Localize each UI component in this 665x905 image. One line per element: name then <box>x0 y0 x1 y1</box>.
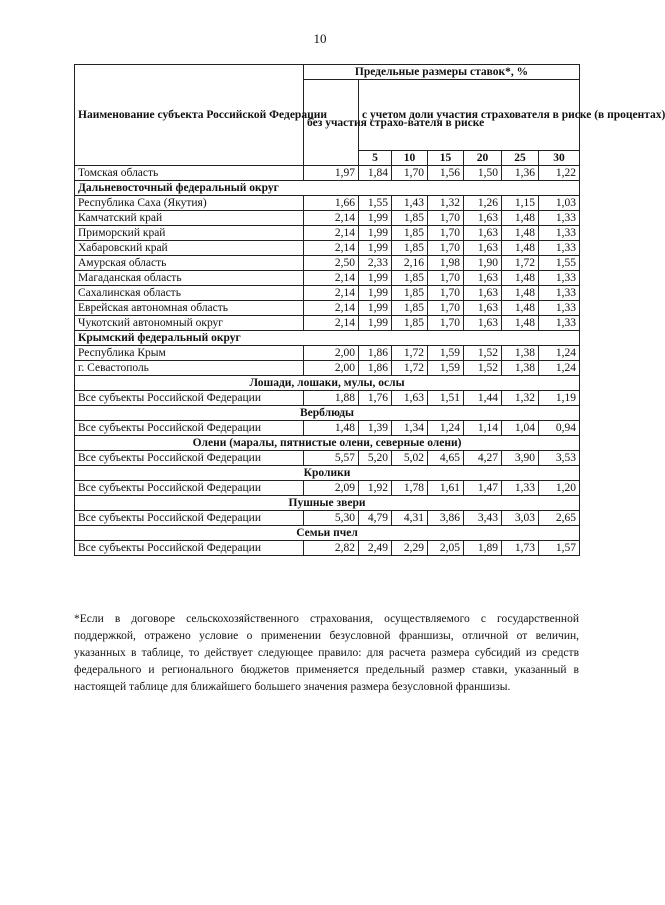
row-name-cell: Еврейская автономная область <box>75 301 304 316</box>
row-value-cell: 1,78 <box>392 481 428 496</box>
row-value-cell: 1,92 <box>359 481 392 496</box>
section-heading-row <box>75 466 580 481</box>
row-value-cell: 2,14 <box>304 211 359 226</box>
row-value-cell: 1,34 <box>392 421 428 436</box>
row-value-cell: 1,98 <box>428 256 464 271</box>
table-row <box>75 211 580 226</box>
row-value-cell: 1,48 <box>502 241 539 256</box>
page-number: 10 <box>313 31 327 46</box>
header-share-column: с учетом доли участия страхователя в риске (в процентах) <box>359 80 580 151</box>
row-value-cell: 1,22 <box>539 166 580 181</box>
row-value-cell: 1,15 <box>502 196 539 211</box>
row-value-cell: 3,53 <box>539 451 580 466</box>
row-value-cell: 1,48 <box>502 211 539 226</box>
row-value-cell: 1,38 <box>502 346 539 361</box>
row-value-cell: 2,29 <box>392 541 428 556</box>
row-value-cell: 5,57 <box>304 451 359 466</box>
table-row <box>75 346 580 361</box>
row-value-cell: 1,76 <box>359 391 392 406</box>
row-value-cell: 2,14 <box>304 226 359 241</box>
table-row <box>75 241 580 256</box>
row-name-cell: Все субъекты Российской Федерации <box>75 451 304 466</box>
rates-table <box>74 64 665 556</box>
row-value-cell: 1,51 <box>428 391 464 406</box>
row-name-cell: Республика Крым <box>75 346 304 361</box>
row-value-cell: 1,04 <box>502 421 539 436</box>
table-row <box>75 391 580 406</box>
region-heading-row <box>75 331 580 346</box>
header-percent-cell: 20 <box>464 151 502 166</box>
row-value-cell: 3,43 <box>464 511 502 526</box>
row-value-cell: 2,00 <box>304 346 359 361</box>
table-row <box>75 316 580 331</box>
row-value-cell: 1,99 <box>359 286 392 301</box>
row-name-cell: Приморский край <box>75 226 304 241</box>
row-value-cell: 1,44 <box>464 391 502 406</box>
row-value-cell: 2,05 <box>428 541 464 556</box>
region-heading-row <box>75 181 580 196</box>
row-value-cell: 0,94 <box>539 421 580 436</box>
row-value-cell: 1,33 <box>539 226 580 241</box>
section-heading: Верблюды <box>75 406 580 421</box>
row-value-cell: 1,66 <box>304 196 359 211</box>
header-percent-cell: 10 <box>392 151 428 166</box>
header-percent-cell: 30 <box>539 151 580 166</box>
row-value-cell: 2,14 <box>304 271 359 286</box>
row-value-cell: 5,20 <box>359 451 392 466</box>
row-value-cell: 1,33 <box>539 301 580 316</box>
row-name-cell: Амурская область <box>75 256 304 271</box>
section-heading-row <box>75 406 580 421</box>
section-heading-row <box>75 376 580 391</box>
header-rates-group: Предельные размеры ставок*, % <box>304 65 580 80</box>
row-value-cell: 1,55 <box>539 256 580 271</box>
row-value-cell: 1,90 <box>464 256 502 271</box>
row-value-cell: 1,86 <box>359 361 392 376</box>
footnote: *Если в договоре сельскохозяйственного страхования, осуществляемого с государственной поддержкой, отражено условие о применении безусловной франшизы, отличной от величин, указанных в таблице, то действует следующее правило: для расчета размера субсидий из средств федерального и регионального бюджетов применяется предельный размер ставки, указанный в настоящей таблице для ближайшего большего значения размера безусловной франшизы. <box>74 613 579 693</box>
row-value-cell: 1,33 <box>539 211 580 226</box>
row-value-cell: 1,70 <box>428 271 464 286</box>
row-value-cell: 1,70 <box>428 241 464 256</box>
row-value-cell: 1,48 <box>502 301 539 316</box>
row-value-cell: 1,63 <box>464 271 502 286</box>
table-row <box>75 361 580 376</box>
row-value-cell: 5,02 <box>392 451 428 466</box>
row-value-cell: 3,86 <box>428 511 464 526</box>
row-value-cell: 1,55 <box>359 196 392 211</box>
row-value-cell: 1,52 <box>464 346 502 361</box>
section-heading-row <box>75 436 580 451</box>
row-value-cell: 4,79 <box>359 511 392 526</box>
row-value-cell: 1,70 <box>428 301 464 316</box>
row-value-cell: 1,33 <box>539 286 580 301</box>
row-value-cell: 1,70 <box>428 211 464 226</box>
table-row <box>75 301 580 316</box>
section-heading: Семьи пчел <box>75 526 580 541</box>
row-name-cell: Все субъекты Российской Федерации <box>75 481 304 496</box>
row-value-cell: 4,27 <box>464 451 502 466</box>
header-base-column: без участия страхо-вателя в риске <box>304 80 359 166</box>
row-name-cell: Томская область <box>75 166 304 181</box>
table-body <box>75 166 580 556</box>
row-name-cell: Хабаровский край <box>75 241 304 256</box>
row-value-cell: 2,00 <box>304 361 359 376</box>
table-row <box>75 451 580 466</box>
row-value-cell: 1,99 <box>359 316 392 331</box>
section-heading-row <box>75 526 580 541</box>
row-value-cell: 1,84 <box>359 166 392 181</box>
row-value-cell: 1,33 <box>539 241 580 256</box>
row-value-cell: 1,39 <box>359 421 392 436</box>
row-value-cell: 1,61 <box>428 481 464 496</box>
row-value-cell: 1,03 <box>539 196 580 211</box>
row-value-cell: 2,14 <box>304 301 359 316</box>
row-name-cell: Сахалинская область <box>75 286 304 301</box>
row-value-cell: 1,85 <box>392 301 428 316</box>
row-name-cell: Все субъекты Российской Федерации <box>75 391 304 406</box>
header-percent-cell: 15 <box>428 151 464 166</box>
row-value-cell: 1,86 <box>359 346 392 361</box>
row-value-cell: 1,63 <box>464 286 502 301</box>
row-name-cell: г. Севастополь <box>75 361 304 376</box>
row-value-cell: 1,85 <box>392 211 428 226</box>
row-name-cell: Магаданская область <box>75 271 304 286</box>
row-value-cell: 1,52 <box>464 361 502 376</box>
row-value-cell: 1,63 <box>464 241 502 256</box>
region-heading: Крымский федеральный округ <box>75 331 580 346</box>
row-value-cell: 1,33 <box>539 316 580 331</box>
row-value-cell: 1,85 <box>392 286 428 301</box>
row-value-cell: 1,32 <box>428 196 464 211</box>
header-percent-cell: 5 <box>359 151 392 166</box>
table-row <box>75 481 580 496</box>
row-value-cell: 2,16 <box>392 256 428 271</box>
row-value-cell: 1,33 <box>539 271 580 286</box>
row-value-cell: 2,09 <box>304 481 359 496</box>
row-value-cell: 1,70 <box>428 316 464 331</box>
row-value-cell: 1,73 <box>502 541 539 556</box>
row-value-cell: 1,38 <box>502 361 539 376</box>
table-row <box>75 226 580 241</box>
row-value-cell: 1,85 <box>392 316 428 331</box>
row-value-cell: 1,72 <box>392 361 428 376</box>
section-heading: Пушные звери <box>75 496 580 511</box>
row-value-cell: 1,88 <box>304 391 359 406</box>
row-value-cell: 1,59 <box>428 346 464 361</box>
table-row <box>75 286 580 301</box>
row-name-cell: Все субъекты Российской Федерации <box>75 511 304 526</box>
row-value-cell: 1,99 <box>359 211 392 226</box>
row-name-cell: Все субъекты Российской Федерации <box>75 541 304 556</box>
row-value-cell: 1,99 <box>359 241 392 256</box>
row-value-cell: 1,48 <box>502 226 539 241</box>
row-value-cell: 1,72 <box>392 346 428 361</box>
table-row <box>75 541 580 556</box>
row-value-cell: 1,24 <box>428 421 464 436</box>
row-value-cell: 1,33 <box>502 481 539 496</box>
row-value-cell: 2,49 <box>359 541 392 556</box>
header-percent-cell: 25 <box>502 151 539 166</box>
table-row <box>75 421 580 436</box>
row-value-cell: 2,82 <box>304 541 359 556</box>
section-heading: Лошади, лошаки, мулы, ослы <box>75 376 580 391</box>
table-row <box>75 166 580 181</box>
row-value-cell: 2,65 <box>539 511 580 526</box>
row-value-cell: 1,63 <box>464 211 502 226</box>
row-value-cell: 1,26 <box>464 196 502 211</box>
row-value-cell: 1,50 <box>464 166 502 181</box>
row-value-cell: 1,20 <box>539 481 580 496</box>
row-value-cell: 1,43 <box>392 196 428 211</box>
table-row <box>75 256 580 271</box>
row-value-cell: 1,63 <box>464 316 502 331</box>
row-value-cell: 5,30 <box>304 511 359 526</box>
row-value-cell: 1,70 <box>392 166 428 181</box>
row-value-cell: 4,65 <box>428 451 464 466</box>
row-value-cell: 1,85 <box>392 241 428 256</box>
table-row <box>75 271 580 286</box>
row-value-cell: 1,63 <box>464 301 502 316</box>
row-value-cell: 1,48 <box>304 421 359 436</box>
row-name-cell: Чукотский автономный округ <box>75 316 304 331</box>
section-heading: Кролики <box>75 466 580 481</box>
row-value-cell: 1,48 <box>502 316 539 331</box>
row-value-cell: 1,72 <box>502 256 539 271</box>
row-value-cell: 1,70 <box>428 286 464 301</box>
row-value-cell: 1,63 <box>464 226 502 241</box>
row-name-cell: Все субъекты Российской Федерации <box>75 421 304 436</box>
row-value-cell: 1,47 <box>464 481 502 496</box>
row-value-cell: 1,48 <box>502 271 539 286</box>
row-value-cell: 2,14 <box>304 316 359 331</box>
row-value-cell: 1,32 <box>502 391 539 406</box>
row-name-cell: Камчатский край <box>75 211 304 226</box>
row-value-cell: 1,14 <box>464 421 502 436</box>
row-value-cell: 1,99 <box>359 301 392 316</box>
table-row <box>75 511 580 526</box>
table-row <box>75 196 580 211</box>
region-heading: Дальневосточный федеральный округ <box>75 181 580 196</box>
row-value-cell: 1,24 <box>539 346 580 361</box>
row-value-cell: 1,99 <box>359 271 392 286</box>
row-value-cell: 1,97 <box>304 166 359 181</box>
row-value-cell: 4,31 <box>392 511 428 526</box>
row-value-cell: 1,24 <box>539 361 580 376</box>
row-value-cell: 2,50 <box>304 256 359 271</box>
row-value-cell: 1,19 <box>539 391 580 406</box>
row-value-cell: 2,14 <box>304 286 359 301</box>
row-value-cell: 1,48 <box>502 286 539 301</box>
row-value-cell: 1,59 <box>428 361 464 376</box>
section-heading-row <box>75 496 580 511</box>
row-value-cell: 3,90 <box>502 451 539 466</box>
row-value-cell: 2,33 <box>359 256 392 271</box>
row-value-cell: 1,36 <box>502 166 539 181</box>
row-value-cell: 1,89 <box>464 541 502 556</box>
row-value-cell: 1,63 <box>392 391 428 406</box>
row-value-cell: 1,70 <box>428 226 464 241</box>
section-heading: Олени (маралы, пятнистые олени, северные олени) <box>75 436 580 451</box>
header-name-column: Наименование субъекта Российской Федерации <box>75 65 304 166</box>
row-value-cell: 1,99 <box>359 226 392 241</box>
row-value-cell: 1,57 <box>539 541 580 556</box>
row-value-cell: 1,85 <box>392 271 428 286</box>
row-value-cell: 1,56 <box>428 166 464 181</box>
row-name-cell: Республика Саха (Якутия) <box>75 196 304 211</box>
row-value-cell: 2,14 <box>304 241 359 256</box>
row-value-cell: 3,03 <box>502 511 539 526</box>
row-value-cell: 1,85 <box>392 226 428 241</box>
